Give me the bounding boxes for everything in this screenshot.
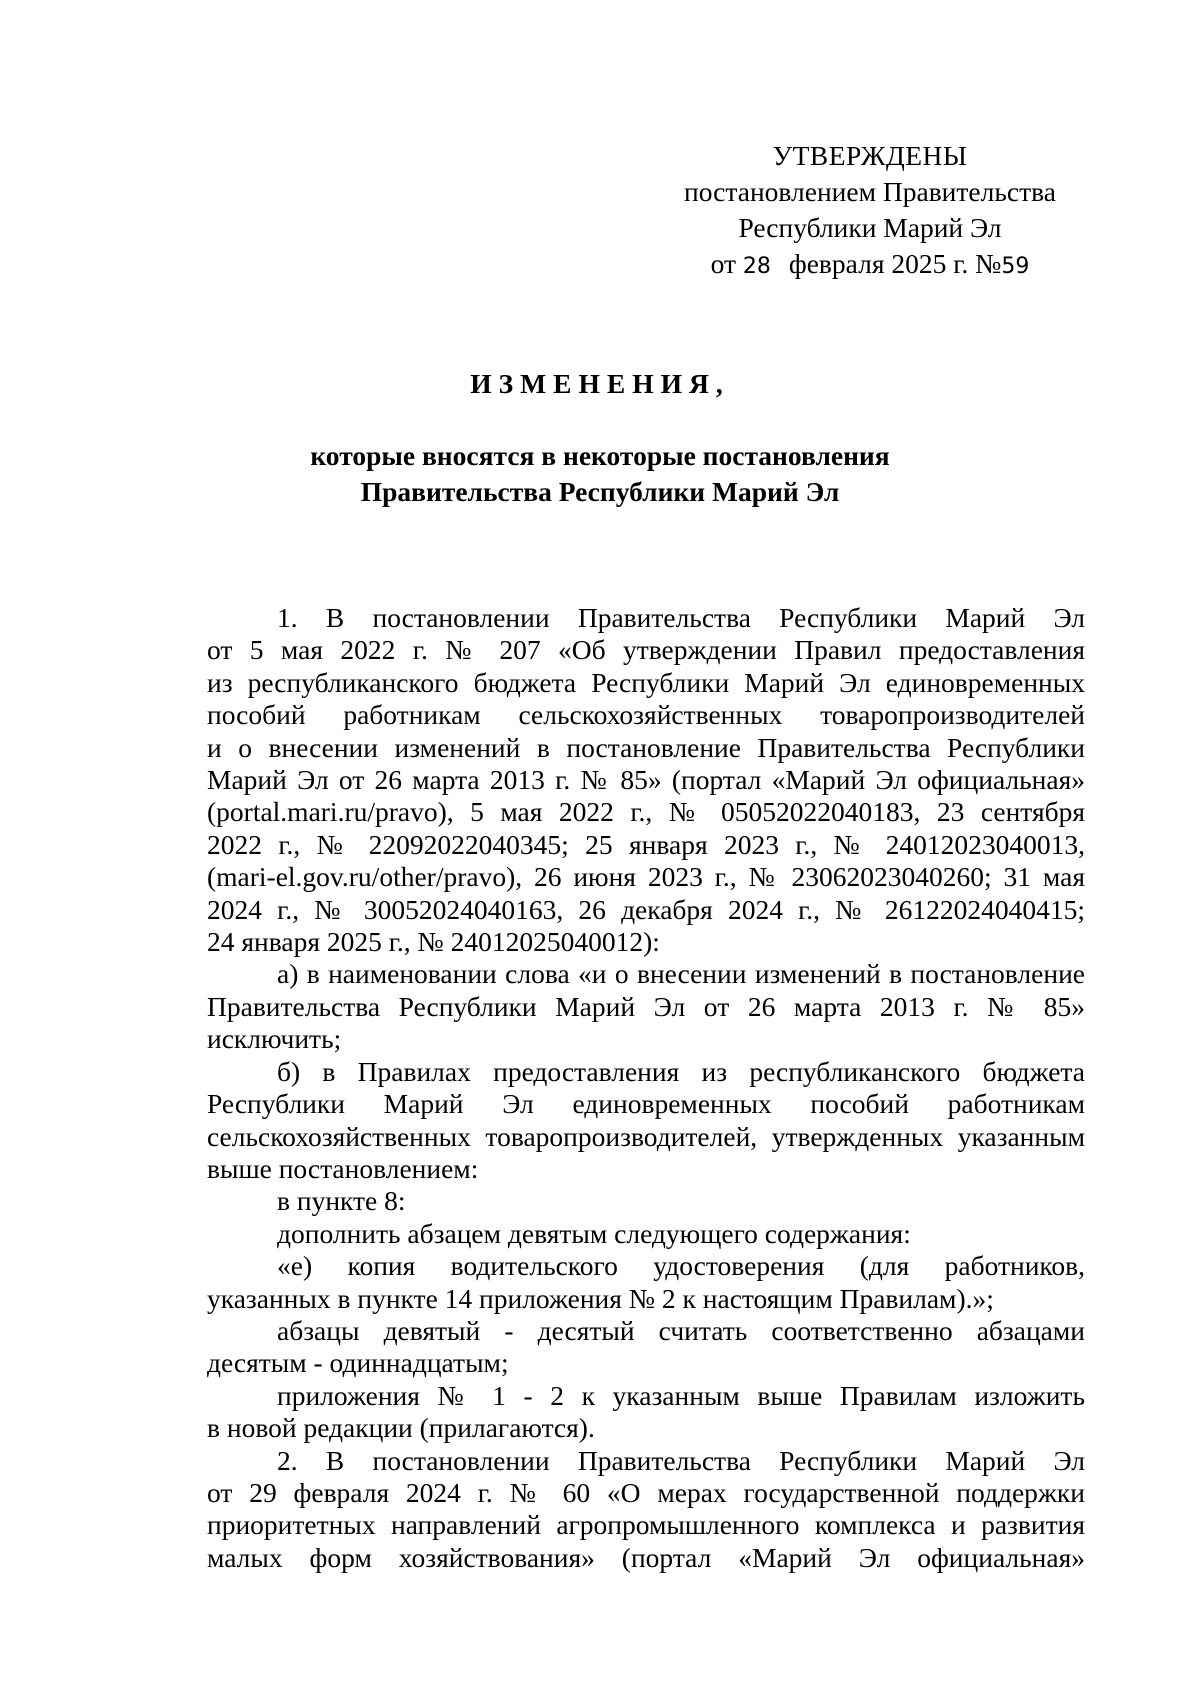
body-line: в новой редакции (прилагаются).	[207, 1412, 595, 1444]
body-line: 2. В постановлении Правительства Республики Марий Эл	[277, 1444, 1085, 1476]
body-line: 1. В постановлении Правительства Республики Марий Эл	[277, 602, 1085, 633]
date-rest: февраля 2025 г. №	[788, 248, 1002, 279]
body-line: малых форм хозяйствования» (портал «Марий Эл официальная»	[207, 1541, 1085, 1573]
body-line: дополнить абзацем девятым следующего содержания:	[277, 1217, 911, 1249]
document-title: ИЗМЕНЕНИЯ,	[470, 368, 730, 399]
subtitle-line-1: которые вносятся в некоторые постановления	[310, 440, 890, 471]
date-day: 28	[742, 254, 771, 279]
approval-line-1: постановлением Правительства	[684, 176, 1056, 207]
body-line: сельскохозяйственных товаропроизводителей, утвержденных указанным	[207, 1120, 1085, 1152]
body-line: Республики Марий Эл единовременных пособий работникам	[207, 1088, 1085, 1120]
body-line: от 29 февраля 2024 г. № 60 «О мерах государственной поддержки	[207, 1476, 1085, 1508]
body-line: десятым - одиннадцатым;	[207, 1347, 509, 1379]
body-line: абзацы девятый - десятый считать соответственно абзацами	[277, 1314, 1085, 1346]
body-line: указанных в пункте 14 приложения № 2 к настоящим Правилам).»;	[207, 1282, 994, 1314]
body-line: в пункте 8:	[277, 1185, 406, 1217]
document-subtitle	[0, 438, 1200, 510]
body-line: 2022 г., № 22092022040345; 25 января 2023 г., № 24012023040013,	[207, 828, 1085, 860]
body-line: приоритетных направлений агропромышленного комплекса и развития	[207, 1509, 1085, 1541]
approval-heading: УТВЕРЖДЕНЫ	[772, 140, 968, 171]
body-line: 2024 г., № 30052024040163, 26 декабря 2024 г., № 26122024040415;	[207, 893, 1085, 925]
approval-line-2: Республики Марий Эл	[738, 212, 1002, 243]
body-line: б) в Правилах предоставления из республиканского бюджета	[277, 1055, 1085, 1087]
body-line: 24 января 2025 г., № 24012025040012):	[207, 926, 660, 958]
date-prefix: от	[710, 248, 737, 279]
body-line: выше постановлением:	[207, 1152, 479, 1184]
body-line: «е) копия водительского удостоверения (для работников,	[277, 1250, 1085, 1282]
body-line: Правительства Республики Марий Эл от 26 марта 2013 г. № 85»	[207, 990, 1085, 1022]
body-line: а) в наименовании слова «и о внесении изменений в постановление	[277, 958, 1085, 990]
approval-block	[660, 138, 1080, 285]
body-line: из республиканского бюджета Республики Марий Эл единовременных	[207, 666, 1085, 698]
body-line: приложения № 1 - 2 к указанным выше Правилам изложить	[277, 1379, 1085, 1411]
body-line: от 5 мая 2022 г. № 207 «Об утверждении Правил предоставления	[207, 634, 1085, 666]
body-line: и о внесении изменений в постановление Правительства Республики	[207, 731, 1085, 763]
document-body	[207, 602, 1085, 1574]
body-line: исключить;	[207, 1023, 342, 1055]
subtitle-line-2: Правительства Республики Марий Эл	[360, 476, 840, 507]
body-line: (portal.mari.ru/pravo), 5 мая 2022 г., № 05052022040183, 23 сентября	[207, 796, 1085, 828]
body-line: пособий работникам сельскохозяйственных товаропроизводителей	[207, 699, 1085, 731]
approval-date-line	[660, 246, 1080, 285]
body-line: (mari-el.gov.ru/other/pravo), 26 июня 2023 г., № 23062023040260; 31 мая	[207, 861, 1085, 893]
body-line: Марий Эл от 26 марта 2013 г. № 85» (портал «Марий Эл официальная»	[207, 764, 1085, 796]
document-number: 59	[1001, 254, 1030, 279]
